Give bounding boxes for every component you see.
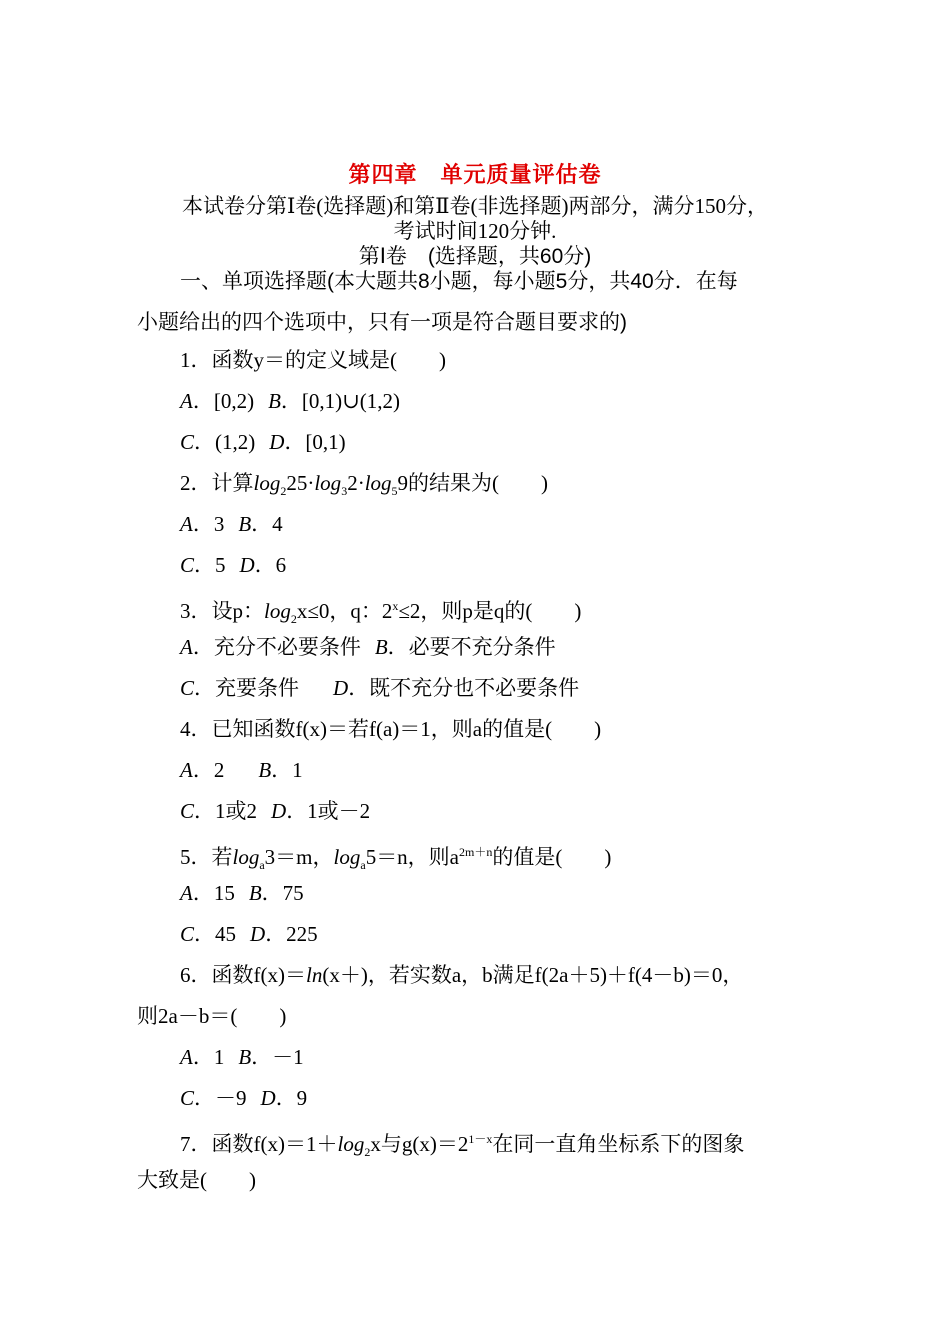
question-6-options-ab: A．1 B．－1 [180,1045,304,1069]
question-2-options-ab: A．3 B．4 [180,512,283,536]
question-3-options-ab: A．充分不必要条件 B．必要不充分条件 [180,635,556,659]
question-4-stem: 4．已知函数f(x)＝若f(a)＝1，则a的值是( ) [180,717,602,741]
question-6-stem: 6．函数f(x)＝ln(x＋)，若实数a，b满足f(2a＋5)＋f(4－b)＝0， [180,963,744,987]
section-heading-line-1: 一、单项选择题(本大题共8小题，每小题5分，共40分．在每 [180,270,738,293]
question-1-stem: 1．函数y＝的定义域是( ) [180,348,446,372]
intro-line-1: 本试卷分第Ⅰ卷(选择题)和第Ⅱ卷(非选择题)两部分，满分150分， [181,194,769,218]
question-3-stem: 3．设p：$\log_2x\le 0$，q：$2^x\le 2$，则p是q的( ) [180,599,582,627]
page-title: 第四章 单元质量评估卷 [348,162,602,187]
section-heading-line-2: 小题给出的四个选项中，只有一项是符合题目要求的) [137,311,627,334]
question-6-stem-line-2: 则2a－b＝( ) [137,1004,287,1028]
question-5-options-cd: C．45 D．225 [180,922,318,946]
question-7-stem: 7．函数$f(x)=1+\log_2x$与$g(x)=2^{1-x}$在同一直角坐标系下的图象 [180,1132,745,1160]
question-1-options-cd: C．(1,2) D．[0,1) [180,430,346,454]
volume-heading: 第Ⅰ卷 (选择题，共60分) [358,245,592,268]
question-2-stem: 2．计算$\log_225\cdot\log_32\cdot\log_59$的结果为( ) [180,471,549,499]
question-5-stem: 5．若$\log_a3=m$，$\log_a5=n$，则$a^{2m+n}$的值是( ) [180,845,612,873]
intro-line-2: 考试时间120分钟. [393,219,557,243]
question-1-options-ab: A．[0,2) B．[0,1)∪(1,2) [180,389,400,413]
question-3-options-cd: C．充要条件 D．既不充分也不必要条件 [180,676,580,700]
question-4-options-ab: A．2 B．1 [180,758,303,782]
question-4-options-cd: C．1或2 D．1或－2 [180,799,371,823]
question-6-options-cd: C．－9 D．9 [180,1086,308,1110]
question-2-options-cd: C．5 D．6 [180,553,287,577]
question-5-options-ab: A．15 B．75 [180,881,304,905]
question-7-stem-line-2: 大致是( ) [137,1168,256,1192]
